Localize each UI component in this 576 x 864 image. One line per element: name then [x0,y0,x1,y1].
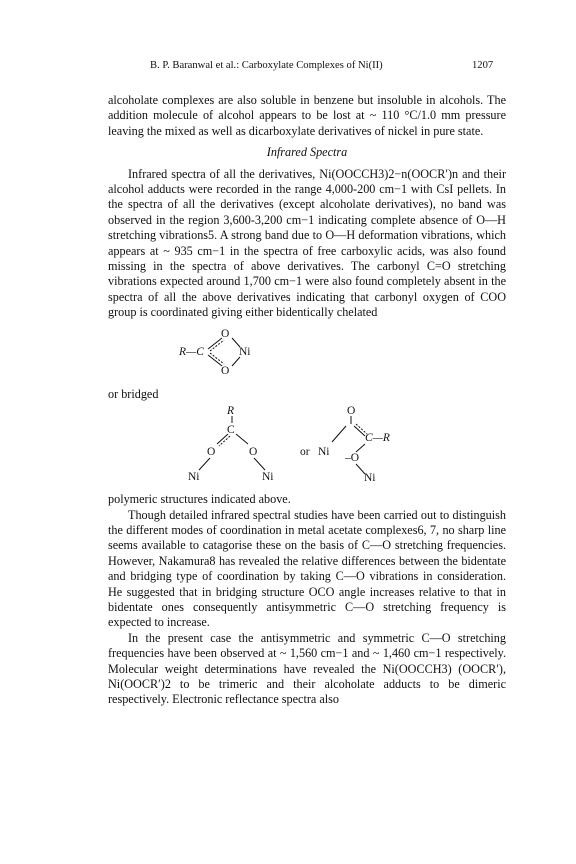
chelate-bonds [108,321,506,387]
chelate-o-bottom: O [221,364,230,377]
figure-chelated-structure [108,321,506,387]
bridged-left-ni2: Ni [262,471,274,484]
section-heading-infrared: Infrared Spectra [266,145,348,160]
page-number: 1207 [472,60,494,71]
bridged-right-ni-bottom: Ni [364,472,376,485]
paragraph-polymeric: polymeric structures indicated above. [108,492,291,507]
paragraph-present-case: In the present case the antisymmetric and symmetric C—O stretching frequencies have been observed at ~ 1,560 cm−1 and ~ 1,460 cm−1 respectively. Molecular weight determinations have revealed the Ni(OOCCH3) (OOCR′), Ni(OOCR′)2 to be trimeric and their alcoholate adducts to be dimeric respectively. Electronic reflectance spectra also [108,630,506,707]
bridged-right-ni: Ni [318,446,330,459]
chelate-r-c: R—C [179,345,204,358]
bridged-right-o-mid: –O [345,452,360,465]
paragraph-infrared: Infrared spectra of all the derivatives, Ni(OOCCH3)2−n(OOCR′)n and their alcohol adducts were recorded in the range 4,000-200 cm−1 with CsI pellets. In the spectra of all the derivatives (except alcoholate derivatives), no band was observed in the region 3,600-3,200 cm−1 indicating complete absence of O—H stretching vibrations5. A strong band due to O—H deformation vibrations, which appears at ~ 935 cm−1 in the spectra of free carboxylic acids, was also found missing in the spectra of above derivatives. The carbonyl C=O stretching vibrations expected around 1,700 cm−1 were also found completely absent in the spectra of all the above derivatives indicating that carbonyl oxygen of COO group is coordinated giving either bidentically chelated [108,166,506,320]
running-title: B. P. Baranwal et al.: Carboxylate Complexes of Ni(II) [150,60,383,71]
chelate-o-top: O [221,327,230,340]
bridged-right-o-top: O [347,405,356,418]
bridged-right-c-r: C—R [365,432,390,445]
paragraph-coordination-modes: Though detailed infrared spectral studies have been carried out to distinguish the different modes of coordination in metal acetate complexes6, 7, no sharp line seems available to catagorise these on the basis of C—O stretching frequencies. However, Nakamura8 has revealed the relative differences between the bidentate and bridging type of coordination by taking C—O vibrations in consideration. He suggested that in bridging structure OCO angle increases relative to that in bidentate ones consequently antisymmetric C—O stretching frequency is expected to increase. [108,507,506,630]
bridged-left-r: R [227,405,235,418]
running-header [0,60,576,76]
bridged-or: or [300,446,310,459]
chelate-ni: Ni [239,345,251,358]
bridged-left-o2: O [249,446,258,459]
figure-bridged-structures [108,402,506,492]
bridged-left-o1: O [207,446,216,459]
bridged-left-c: C [227,424,235,437]
article-body [108,93,506,708]
bridged-left-ni1: Ni [188,471,200,484]
paragraph-or-bridged: or bridged [108,386,159,401]
paragraph-alcoholate: alcoholate complexes are also soluble in benzene but insoluble in alcohols. The addition molecule of alcohol appears to be lost at ~ 110 °C/1.0 mm pressure leaving the mixed as well as dicarboxylate derivatives of nickel in pure state. [108,93,506,138]
